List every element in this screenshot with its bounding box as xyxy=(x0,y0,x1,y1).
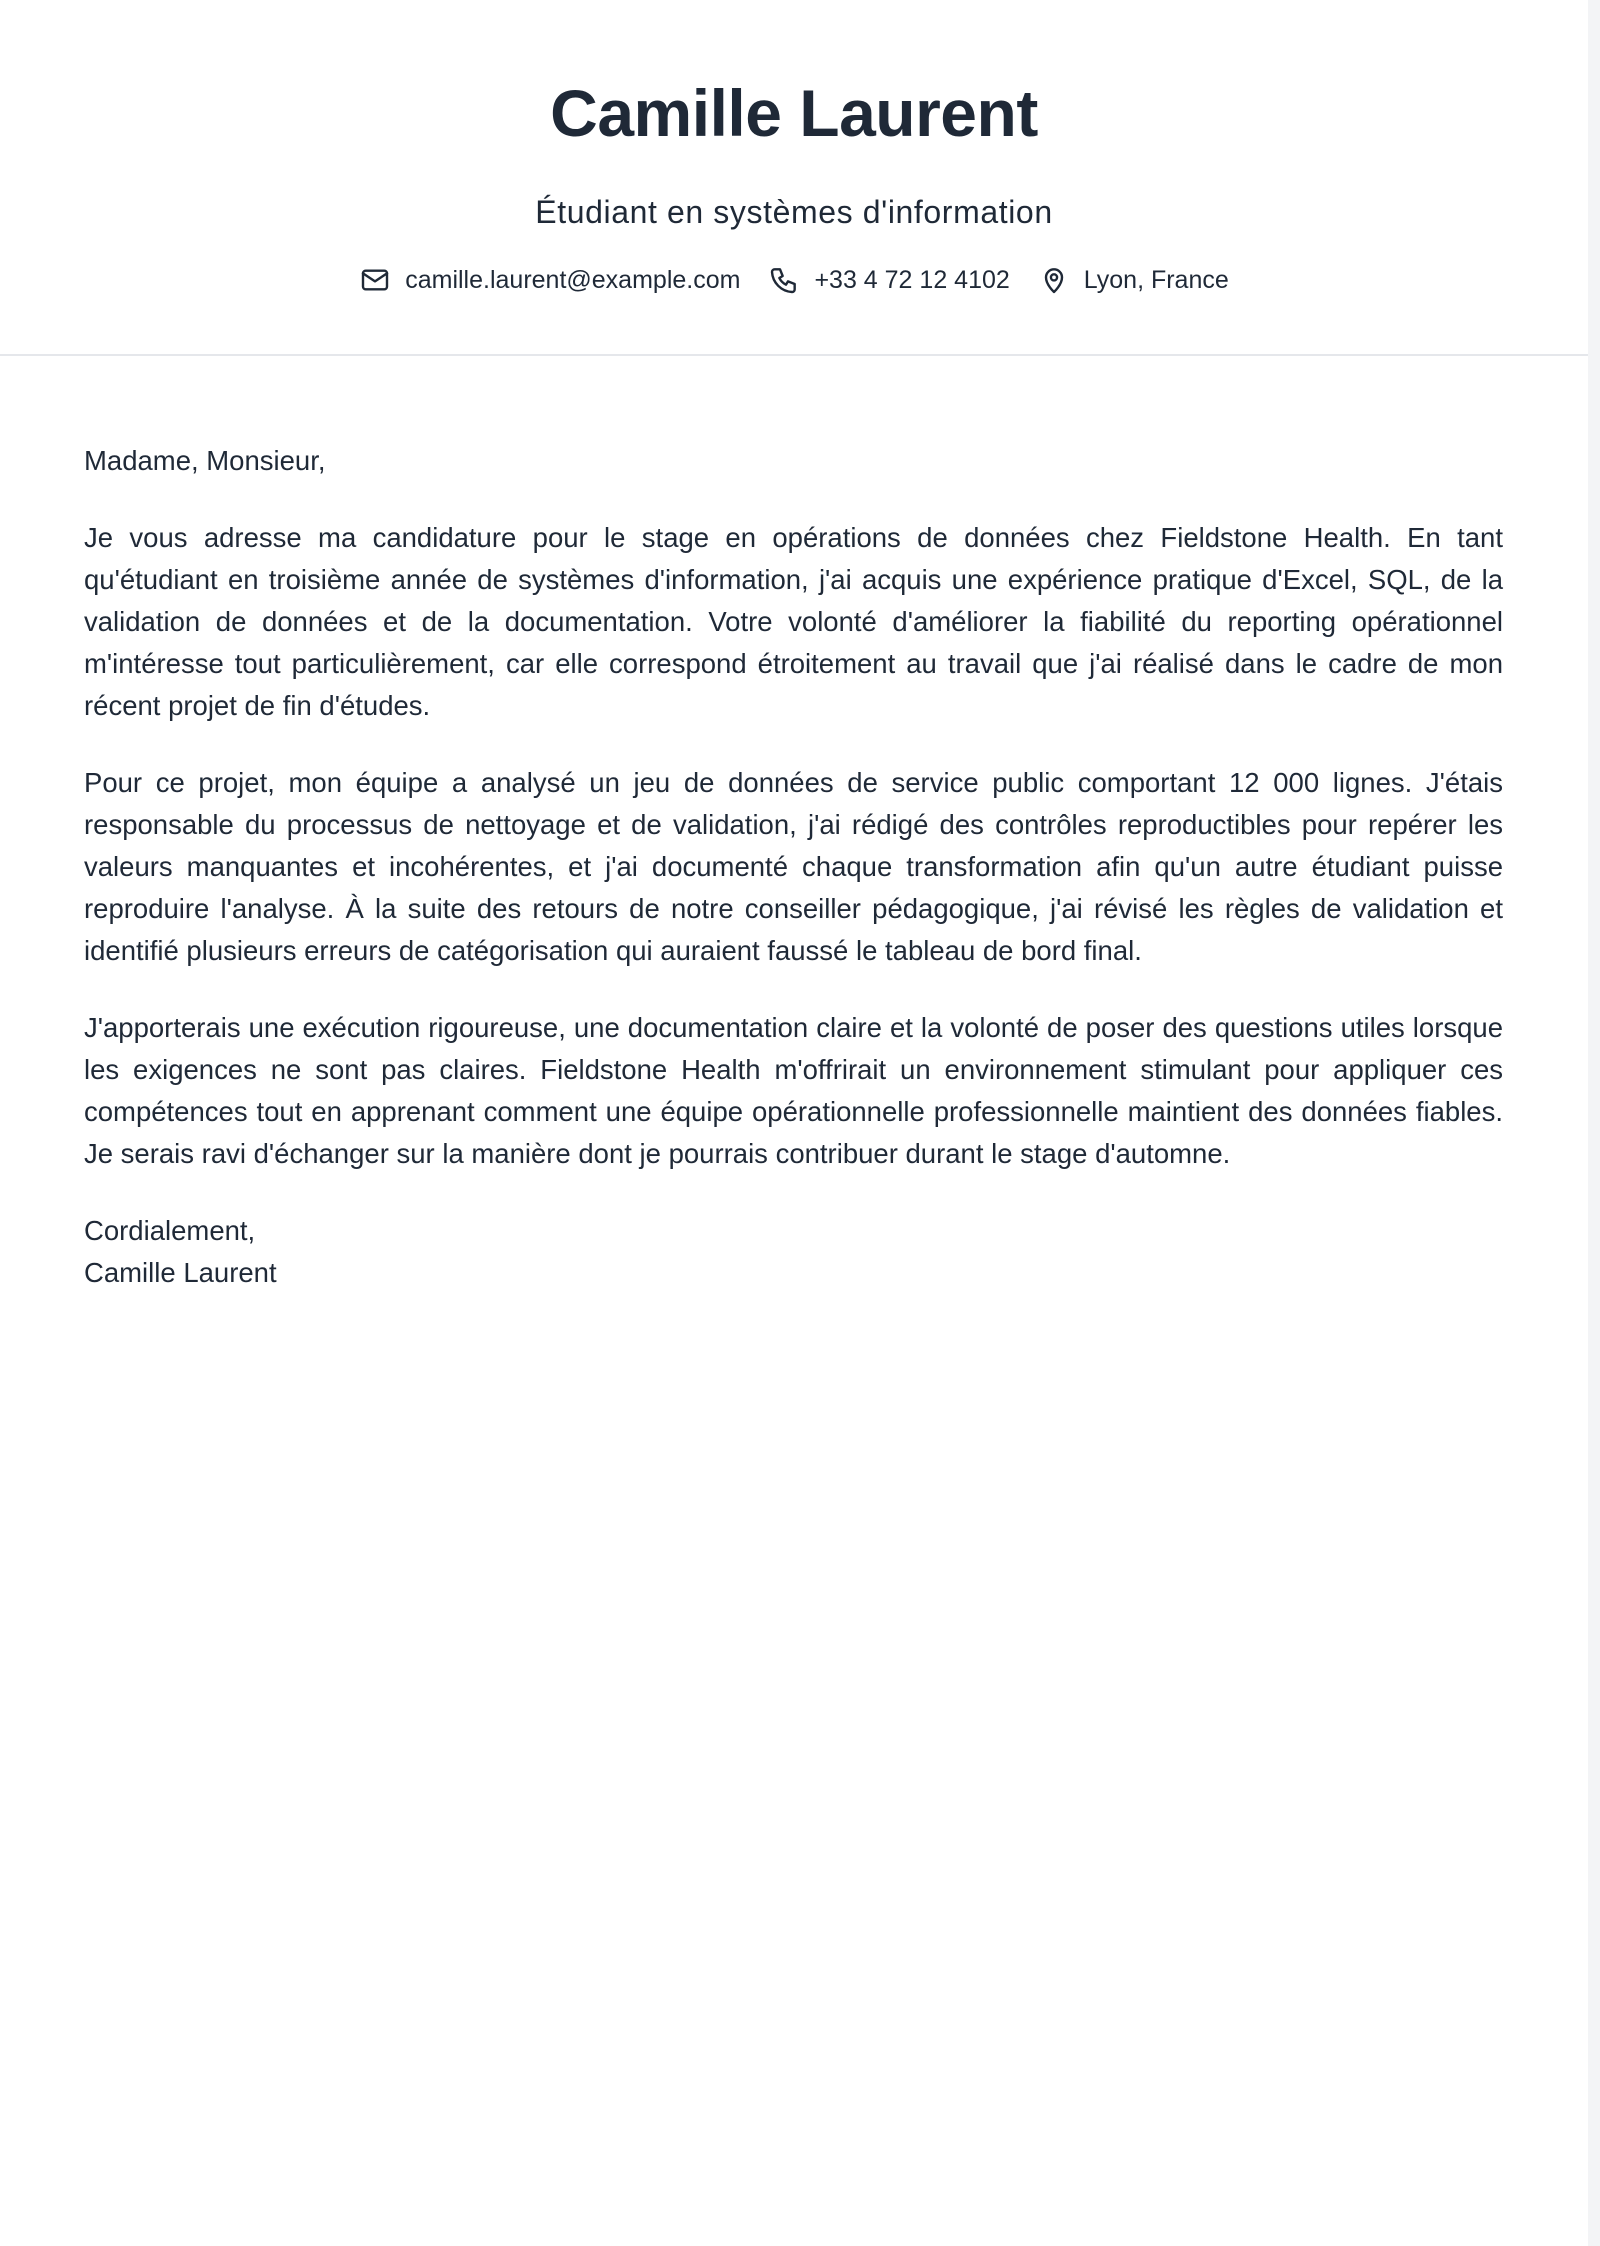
letter-body xyxy=(84,440,1503,1294)
phone-text: +33 4 72 12 4102 xyxy=(814,266,1010,294)
contact-email xyxy=(359,262,740,298)
page-edge xyxy=(1588,0,1600,2246)
contact-phone xyxy=(768,262,1009,298)
letter-paragraph-2: Pour ce projet, mon équipe a analysé un jeu de données de service public comportant 12 000 lignes. J'étais responsable du processus de nettoyage et de validation, j'ai rédigé des contrôles reproductibles pour repérer les valeurs manquantes et incohérentes, et j'ai documenté chaque transformation afin qu'un autre étudiant puisse reproduire l'analyse. À la suite des retours de notre conseiller pédagogique, j'ai révisé les règles de validation et identifié plusieurs erreurs de catégorisation qui auraient faussé le tableau de bord final. xyxy=(84,767,1503,966)
letter-paragraph-3: J'apporterais une exécution rigoureuse, une documentation claire et la volonté de poser des questions utiles lorsque les exigences ne sont pas claires. Fieldstone Health m'offrirait un environnement stimulant pour appliquer ces compétences tout en apprenant comment une équipe opérationnelle professionnelle maintient des données fiables. Je serais ravi d'échanger sur la manière dont je pourrais contribuer durant le stage d'automne. xyxy=(84,1012,1503,1169)
location-text: Lyon, France xyxy=(1083,266,1229,294)
letter-header xyxy=(0,0,1588,356)
salutation: Madame, Monsieur, xyxy=(84,445,326,476)
applicant-name: Camille Laurent xyxy=(550,76,1038,150)
letter-paragraph-1: Je vous adresse ma candidature pour le stage en opérations de données chez Fieldstone Health. En tant qu'étudiant en troisième année de systèmes d'information, j'ai acquis une expérience pratique d'Excel, SQL, de la validation de données et de la documentation. Votre volonté d'améliorer la fiabilité du reporting opérationnel m'intéresse tout particulièrement, car elle correspond étroitement au travail que j'ai réalisé dans le cadre de mon récent projet de fin d'études. xyxy=(84,522,1503,721)
map-pin-icon xyxy=(1038,264,1070,296)
applicant-title: Étudiant en systèmes d'information xyxy=(535,194,1053,230)
contact-location xyxy=(1038,262,1229,298)
email-text: camille.laurent@example.com xyxy=(405,266,741,294)
mail-icon xyxy=(359,264,391,296)
signature-name: Camille Laurent xyxy=(84,1257,277,1288)
phone-icon xyxy=(768,264,800,296)
closing-block xyxy=(84,1210,1503,1294)
closing-text: Cordialement, xyxy=(84,1215,256,1246)
contact-row xyxy=(0,262,1588,298)
